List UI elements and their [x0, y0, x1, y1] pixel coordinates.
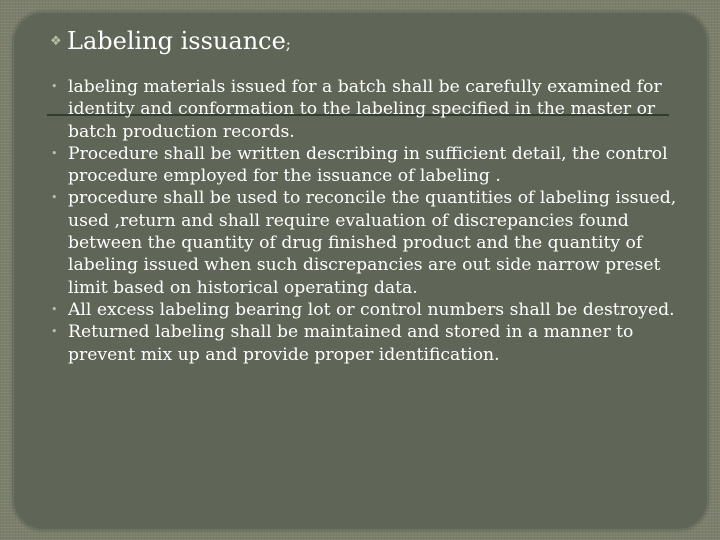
list-item-text: labeling materials issued for a batch shall be carefully examined for identity and conformation to the labeling specified in the master or batch production records. — [68, 77, 662, 142]
slide-panel — [13, 12, 708, 530]
bullet-dot-icon: • — [51, 325, 58, 339]
list-item — [51, 143, 691, 188]
list-item — [51, 187, 691, 298]
list-item — [51, 299, 691, 321]
slide-title-suffix: ; — [285, 35, 291, 53]
bullet-dot-icon: • — [51, 146, 58, 160]
list-item-text: Returned labeling shall be maintained and stored in a manner to prevent mix up and provide proper identification. — [68, 322, 634, 365]
list-item — [51, 321, 691, 366]
list-item-text: All excess labeling bearing lot or control numbers shall be destroyed. — [68, 299, 675, 320]
bullet-list — [51, 76, 691, 366]
list-item — [51, 76, 691, 143]
list-item-text: procedure shall be used to reconcile the quantities of labeling issued, used ,return and shall require evaluation of discrepancies found between the quantity of drug finished product and the quantity of labeling issued when such discrepancies are out side narrow preset limit based on historical operating data. — [68, 188, 677, 298]
bullet-dot-icon: • — [51, 302, 58, 316]
bullet-dot-icon: • — [51, 80, 58, 93]
slide-title-text: Labeling issuance — [67, 27, 286, 55]
bullet-dot-icon: • — [51, 191, 58, 205]
list-item-text: Procedure shall be written describing in sufficient detail, the control procedure employed for the issuance of labeling . — [68, 143, 668, 187]
slide-title — [50, 27, 291, 58]
diamond-bullet-icon: ❖ — [50, 34, 62, 49]
